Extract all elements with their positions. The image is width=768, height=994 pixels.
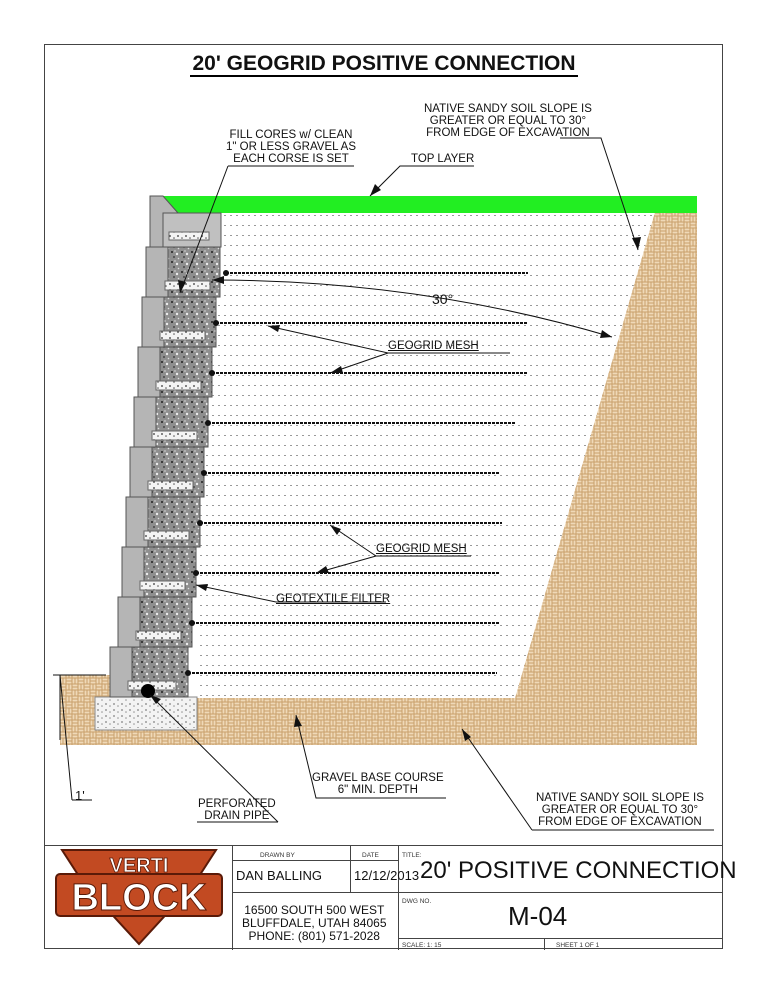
block: [126, 497, 200, 547]
block: [146, 247, 220, 297]
drain-pipe: [141, 684, 155, 698]
date-value: 12/12/2013: [354, 868, 420, 883]
title-header: TITLE:: [402, 852, 422, 859]
geotextile-filter-label: GEOTEXTILE FILTER: [276, 593, 391, 605]
gravel-base-label: GRAVEL BASE COURSE 6" MIN. DEPTH: [312, 772, 444, 796]
block: [122, 547, 196, 597]
top-layer: [163, 196, 697, 213]
top-layer-label: TOP LAYER: [411, 153, 475, 165]
block: [118, 597, 192, 647]
company-address: 16500 SOUTH 500 WEST BLUFFDALE, UTAH 84065 PHONE: (801) 571-2028: [242, 903, 387, 943]
block: [142, 297, 216, 347]
dwg-no-value: M-04: [508, 901, 568, 931]
drain-pipe-label: PERFORATED DRAIN PIPE: [198, 798, 276, 822]
geogrid-mesh-lower-label: GEOGRID MESH: [376, 543, 467, 555]
soil-slope-bottom-label: NATIVE SANDY SOIL SLOPE IS GREATER OR EQUAL TO 30° FROM EDGE OF EXCAVATION: [536, 792, 704, 828]
block: [130, 447, 204, 497]
drawing-title-text: 20' GEOGRID POSITIVE CONNECTION: [192, 52, 576, 75]
verti-block-logo: [44, 846, 234, 948]
angle-label: 30°: [432, 291, 454, 307]
date-header: DATE: [362, 852, 379, 859]
logo-main-text: BLOCK: [71, 877, 207, 919]
scale-label: SCALE: 1: 15: [402, 942, 442, 949]
dwg-no-header: DWG NO.: [402, 898, 432, 905]
block: [138, 347, 212, 397]
logo-top-text: VERTI: [109, 855, 169, 877]
drawn-by-header: DRAWN BY: [260, 852, 295, 859]
block: [134, 397, 208, 447]
drawn-by-value: DAN BALLING: [236, 868, 322, 883]
embed-depth-label: 1': [75, 788, 85, 803]
title-block: [44, 845, 737, 949]
geogrid-mesh-upper-label: GEOGRID MESH: [388, 340, 479, 352]
sheet-label: SHEET 1 OF 1: [556, 942, 600, 949]
sheet-title: 20' POSITIVE CONNECTION: [420, 857, 737, 884]
fill-cores-label: FILL CORES w/ CLEAN 1" OR LESS GRAVEL AS EACH CORSE IS SET: [226, 129, 356, 165]
soil-slope-top-label: NATIVE SANDY SOIL SLOPE IS GREATER OR EQUAL TO 30° FROM EDGE OF EXCAVATION: [424, 103, 592, 139]
